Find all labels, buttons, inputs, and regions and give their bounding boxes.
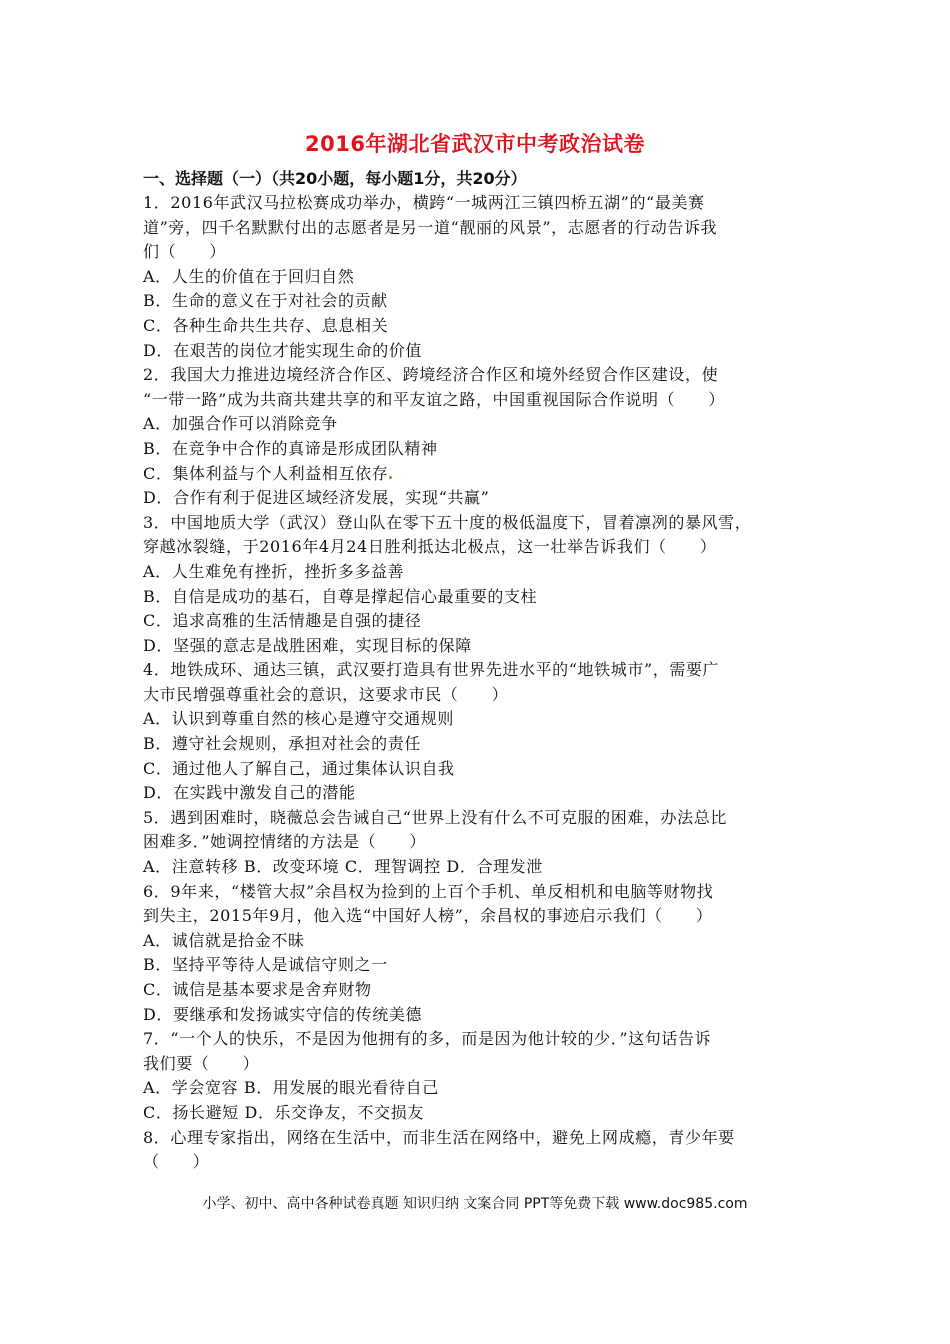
option-line: C．诚信是基本要求是舍弃财物 (143, 980, 372, 999)
option-line: A．人生难免有挫折，挫折多多益善 (143, 561, 405, 581)
text-line: 6．9年来，“楼管大叔”余昌权为捡到的上百个手机、单反相机和电脑等财物找 (143, 881, 714, 901)
text-line: 7．“一个人的快乐，不是因为他拥有的多，而是因为他计较的少．”这句话告诉 (143, 1029, 712, 1049)
section-heading: 一、选择题（一）（共20小题，每小题1分，共20分） (143, 169, 527, 188)
text-line: 2．我国大力推进边境经济合作区、跨境经济合作区和境外经贸合作区建设，使 (143, 365, 719, 385)
text-line: 道”旁，四千名默默付出的志愿者是另一道“靓丽的风景”，志愿者的行动告诉我 (143, 217, 718, 237)
page-title: 2016年湖北省武汉市中考政治试卷 (305, 132, 645, 156)
footer-text: 小学、初中、高中各种试卷真题 知识归纳 文案合同 PPT等免费下载 www.doc985.com (202, 1196, 748, 1212)
text-line: 们（ ） (143, 242, 227, 262)
option-line: A．学会宽容 B．用发展的眼光看待自己 (143, 1078, 439, 1098)
text-line: 穿越冰裂缝，于2016年4月24日胜利抵达北极点，这一壮举告诉我们（ ） (143, 537, 717, 557)
option-line: C．通过他人了解自己，通过集体认识自我 (143, 758, 455, 778)
text-line: 5．遇到困难时，晓薇总会告诫自己“世界上没有什么不可克服的困难，办法总比 (143, 807, 727, 827)
text-line: 1．2016年武汉马拉松赛成功举办，横跨“一城两江三镇四桥五湖”的“最美赛 (143, 193, 705, 212)
option-line: B．在竞争中合作的真谛是形成团队精神 (143, 438, 438, 458)
option-line: C．扬长避短 D．乐交诤友，不交损友 (143, 1102, 424, 1122)
option-line (143, 462, 813, 487)
option-line: C．各种生命共生共存、息息相关 (143, 315, 389, 335)
text-line: 我们要（ ） (143, 1053, 260, 1073)
option-line: B．生命的意义在于对社会的贡献 (143, 291, 388, 311)
option-line: D．合作有利于促进区域经济发展，实现“共赢” (143, 488, 490, 508)
question-content (143, 166, 813, 1175)
text-line: 3．中国地质大学（武汉）登山队在零下五十度的极低温度下，冒着凛冽的暴风雪， (143, 512, 752, 532)
text-line: 4．地铁成环、通达三镇，武汉要打造具有世界先进水平的“地铁城市”，需要广 (143, 660, 720, 680)
option-text: C．集体利益与个人利益相互依存 (143, 463, 389, 483)
mark-dot-icon (389, 476, 392, 479)
option-line: D．在艰苦的岗位才能实现生命的价值 (143, 340, 423, 360)
text-line: 大市民增强尊重社会的意识，这要求市民（ ） (143, 684, 509, 704)
option-line: D．要继承和发扬诚实守信的传统美德 (143, 1004, 423, 1024)
option-line: B．坚持平等待人是诚信守则之一 (143, 955, 388, 975)
option-line: D．在实践中激发自己的潜能 (143, 783, 356, 803)
option-line: B．遵守社会规则，承担对社会的责任 (143, 734, 421, 754)
option-line: A．注意转移 B．改变环境 C．理智调控 D．合理发泄 (143, 857, 543, 877)
text-line: 到失主，2015年9月，他入选“中国好人榜”，余昌权的事迹启示我们（ ） (143, 906, 713, 926)
option-line: C．追求高雅的生活情趣是自强的捷径 (143, 611, 422, 631)
option-line: A．加强合作可以消除竞争 (143, 414, 338, 434)
text-line: （ ） (143, 1152, 210, 1172)
text-line: 困难多．”她调控情绪的方法是（ ） (143, 832, 426, 852)
option-line: A．认识到尊重自然的核心是遵守交通规则 (143, 709, 454, 729)
option-line: D．坚强的意志是战胜困难，实现目标的保障 (143, 635, 472, 655)
text-line: 8．心理专家指出，网络在生活中，而非生活在网络中，避免上网成瘾，青少年要 (143, 1127, 735, 1147)
option-line: A．人生的价值在于回归自然 (143, 266, 355, 286)
option-line: B．自信是成功的基石，自尊是撑起信心最重要的支柱 (143, 586, 538, 606)
option-line: A．诚信就是拾金不昧 (143, 930, 305, 950)
text-line: “一带一路”成为共商共建共享的和平友谊之路，中国重视国际合作说明（ ） (143, 389, 725, 409)
